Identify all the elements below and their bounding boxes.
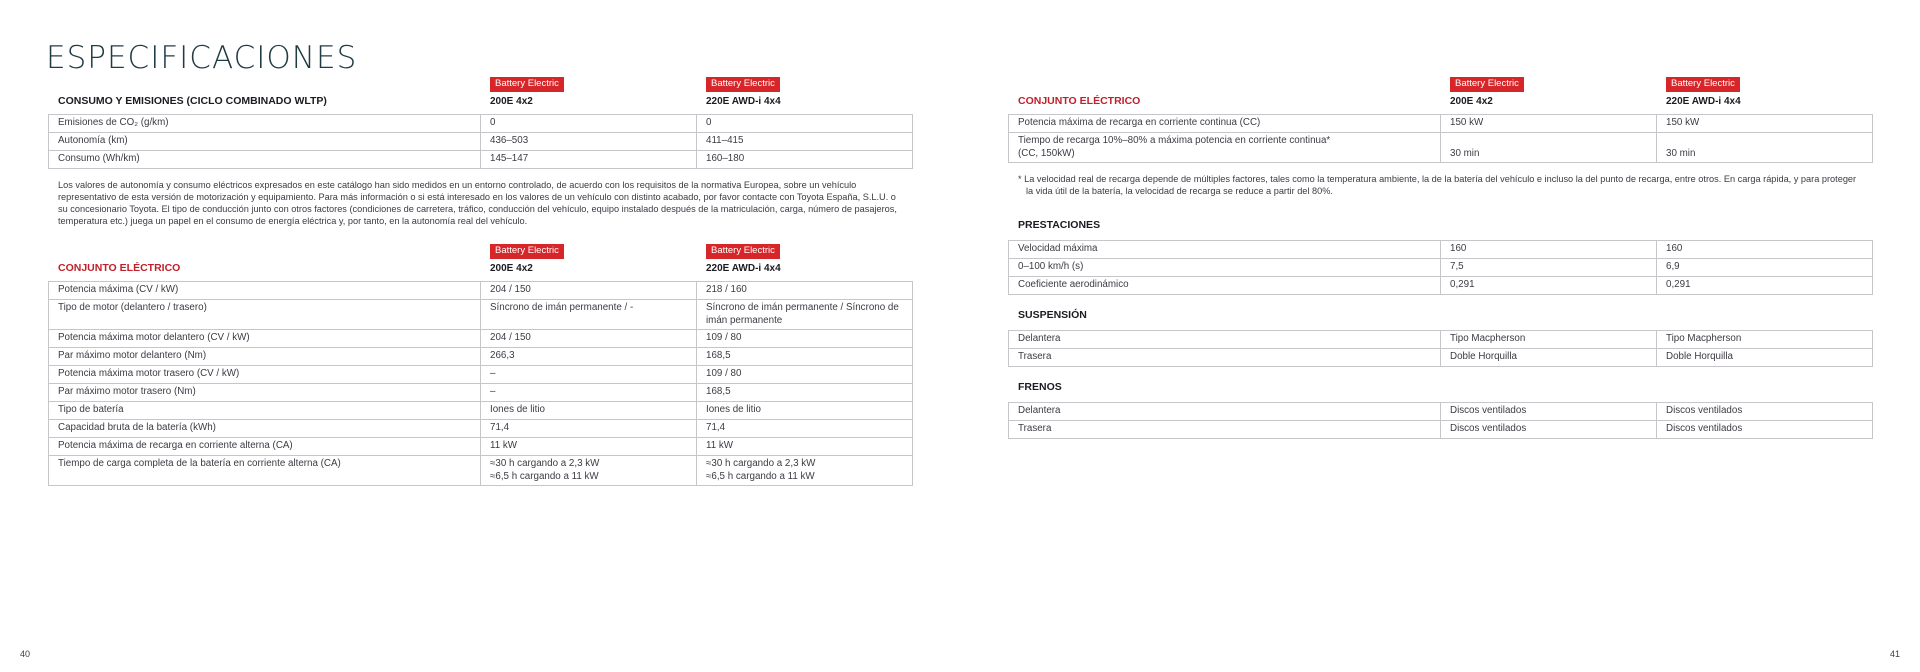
spec-value-cell: 30 min <box>1657 133 1873 163</box>
spec-value-cell: 0,291 <box>1657 277 1873 295</box>
spec-value-cell: 168,5 <box>697 384 913 402</box>
table-row <box>49 438 913 456</box>
prestaciones-table <box>1008 240 1873 295</box>
spec-label-cell: Potencia máxima motor trasero (CV / kW) <box>49 366 481 384</box>
battery-electric-badge: Battery Electric <box>1450 77 1524 92</box>
battery-electric-badge: Battery Electric <box>706 77 780 92</box>
frenos-section <box>1008 380 1872 439</box>
spec-value-cell: Doble Horquilla <box>1441 349 1657 367</box>
spec-label-cell: Delantera <box>1009 403 1441 421</box>
spec-value-cell: 204 / 150 <box>481 282 697 300</box>
suspension-title: SUSPENSIÓN <box>1018 309 1087 321</box>
table-row <box>1009 133 1873 163</box>
spec-value-cell: ≈30 h cargando a 2,3 kW ≈6,5 h cargando a 11 kW <box>697 456 913 486</box>
suspension-section <box>1008 308 1872 367</box>
spec-label-cell: Potencia máxima motor delantero (CV / kW) <box>49 330 481 348</box>
spec-value-cell: Síncrono de imán permanente / - <box>481 300 697 330</box>
spec-value-cell: 204 / 150 <box>481 330 697 348</box>
spec-label-cell: Par máximo motor delantero (Nm) <box>49 348 481 366</box>
spec-value-cell: – <box>481 384 697 402</box>
model-name: 220E AWD-i 4x4 <box>1666 96 1741 107</box>
spec-value-cell: 160–180 <box>697 151 913 169</box>
model-column-header <box>1450 73 1524 107</box>
battery-electric-badge: Battery Electric <box>490 244 564 259</box>
spec-value-cell: Discos ventilados <box>1657 421 1873 439</box>
table-row <box>49 282 913 300</box>
spec-label-cell: Tipo de motor (delantero / trasero) <box>49 300 481 330</box>
spec-label-cell: Trasera <box>1009 349 1441 367</box>
recarga-footnote-text: * La velocidad real de recarga depende de múltiples factores, tales como la temperatura ambiente, la de la batería del vehículo e incluso la del punto de recarga, entre otros. En carga rápida, y para proteger la vida útil de la batería, la velocidad de recarga se reduce a partir del 80%. <box>1018 174 1857 196</box>
spec-value-cell: 109 / 80 <box>697 330 913 348</box>
spec-value-cell: 411–415 <box>697 133 913 151</box>
consumo-section <box>48 78 912 227</box>
prestaciones-title: PRESTACIONES <box>1018 219 1101 231</box>
table-row <box>49 402 913 420</box>
spec-value-cell: 436–503 <box>481 133 697 151</box>
spec-value-cell: 71,4 <box>481 420 697 438</box>
spec-label-cell: 0–100 km/h (s) <box>1009 259 1441 277</box>
model-column-header <box>490 240 564 274</box>
table-row <box>1009 349 1873 367</box>
table-row <box>1009 403 1873 421</box>
spec-value-cell: Discos ventilados <box>1441 403 1657 421</box>
spec-label-cell: Delantera <box>1009 331 1441 349</box>
frenos-title: FRENOS <box>1018 381 1062 393</box>
model-column-header <box>706 240 781 274</box>
electrico-table-right <box>1008 114 1873 163</box>
suspension-table <box>1008 330 1873 367</box>
consumo-header <box>48 78 912 114</box>
spec-label-cell: Tipo de batería <box>49 402 481 420</box>
prestaciones-section <box>1008 218 1872 295</box>
spec-value-cell: 0 <box>481 115 697 133</box>
consumo-title: CONSUMO Y EMISIONES (CICLO COMBINADO WLTP) <box>58 95 327 107</box>
spec-value-cell: – <box>481 366 697 384</box>
electrico-table-left <box>48 281 913 486</box>
spec-value-cell: 150 kW <box>1657 115 1873 133</box>
spec-value-cell: Discos ventilados <box>1441 421 1657 439</box>
spec-value-cell: 30 min <box>1441 133 1657 163</box>
electrico-section-left <box>48 245 912 486</box>
spec-value-cell: 150 kW <box>1441 115 1657 133</box>
table-row <box>49 456 913 486</box>
spec-value-cell: 11 kW <box>697 438 913 456</box>
spec-value-cell: Iones de litio <box>697 402 913 420</box>
spec-value-cell: 145–147 <box>481 151 697 169</box>
battery-electric-badge: Battery Electric <box>1666 77 1740 92</box>
table-row <box>1009 241 1873 259</box>
table-row <box>49 420 913 438</box>
table-row <box>1009 331 1873 349</box>
table-row <box>49 151 913 169</box>
electrico-section-right <box>1008 78 1872 197</box>
spec-value-cell: Tipo Macpherson <box>1441 331 1657 349</box>
table-row <box>1009 259 1873 277</box>
spec-value-cell: 71,4 <box>697 420 913 438</box>
model-column-header <box>1666 73 1741 107</box>
spec-value-cell: 266,3 <box>481 348 697 366</box>
consumo-table <box>48 114 913 169</box>
spec-value-cell: 6,9 <box>1657 259 1873 277</box>
spec-label-cell: Autonomía (km) <box>49 133 481 151</box>
table-row <box>49 348 913 366</box>
spec-value-cell: 11 kW <box>481 438 697 456</box>
electrico-header-right <box>1008 78 1872 114</box>
table-row <box>1009 115 1873 133</box>
model-name: 220E AWD-i 4x4 <box>706 263 781 274</box>
recarga-footnote <box>1008 163 1868 197</box>
spec-value-cell: 168,5 <box>697 348 913 366</box>
spec-label-cell: Tiempo de carga completa de la batería en corriente alterna (CA) <box>49 456 481 486</box>
table-row <box>49 384 913 402</box>
spec-label-cell: Velocidad máxima <box>1009 241 1441 259</box>
spec-value-cell: Doble Horquilla <box>1657 349 1873 367</box>
table-row <box>49 330 913 348</box>
spec-label-cell: Potencia máxima de recarga en corriente continua (CC) <box>1009 115 1441 133</box>
spec-value-cell: ≈30 h cargando a 2,3 kW ≈6,5 h cargando a 11 kW <box>481 456 697 486</box>
table-row <box>49 300 913 330</box>
spec-value-cell: Discos ventilados <box>1657 403 1873 421</box>
spec-label-cell: Potencia máxima (CV / kW) <box>49 282 481 300</box>
electrico-title: CONJUNTO ELÉCTRICO <box>58 262 181 274</box>
spec-value-cell: Síncrono de imán permanente / Síncrono de imán permanente <box>697 300 913 330</box>
consumo-note: Los valores de autonomía y consumo eléctricos expresados en este catálogo han sido medidos en un entorno controlado, de acuerdo con los requisitos de la normativa Europea, sobre un vehículo representativo de esta versión de motorización y equipamiento. Para más información o si está interesado en los valores de un vehículo con distinto acabado, por favor contacte con Toyota España, S.L.U. o su concesionario Toyota. El tipo de conducción junto con otros factores (condiciones de carretera, tráfico, conducción del vehículo, equipo instalado después de la matriculación, carga, número de pasajeros, temperatura etc.) juega un papel en el consumo de energía eléctrica y, por tanto, en la autonomía real del vehículo. <box>58 180 897 226</box>
table-row <box>49 133 913 151</box>
table-row <box>49 366 913 384</box>
spec-value-cell: 0 <box>697 115 913 133</box>
spec-value-cell: Iones de litio <box>481 402 697 420</box>
model-name: 200E 4x2 <box>1450 96 1493 107</box>
battery-electric-badge: Battery Electric <box>706 244 780 259</box>
table-row <box>1009 277 1873 295</box>
spec-label-cell: Consumo (Wh/km) <box>49 151 481 169</box>
table-row <box>49 115 913 133</box>
spec-value-cell: 160 <box>1657 241 1873 259</box>
page-number-right: 41 <box>1889 649 1900 659</box>
table-row <box>1009 421 1873 439</box>
spec-value-cell: 160 <box>1441 241 1657 259</box>
spec-value-cell: Tipo Macpherson <box>1657 331 1873 349</box>
spec-label-cell: Potencia máxima de recarga en corriente alterna (CA) <box>49 438 481 456</box>
electrico-header-left <box>48 245 912 281</box>
model-column-header <box>490 73 564 107</box>
spec-value-cell: 7,5 <box>1441 259 1657 277</box>
battery-electric-badge: Battery Electric <box>490 77 564 92</box>
spec-label-cell: Capacidad bruta de la batería (kWh) <box>49 420 481 438</box>
spec-value-cell: 0,291 <box>1441 277 1657 295</box>
spec-label-cell: Tiempo de recarga 10%–80% a máxima potencia en corriente continua* (CC, 150kW) <box>1009 133 1441 163</box>
spec-label-cell: Trasera <box>1009 421 1441 439</box>
spec-label-cell: Par máximo motor trasero (Nm) <box>49 384 481 402</box>
electrico-title: CONJUNTO ELÉCTRICO <box>1018 95 1141 107</box>
model-name: 220E AWD-i 4x4 <box>706 96 781 107</box>
page-number-left: 40 <box>20 649 31 659</box>
spec-label-cell: Coeficiente aerodinámico <box>1009 277 1441 295</box>
page-title: ESPECIFICACIONES <box>46 40 358 76</box>
spec-label-cell: Emisiones de CO₂ (g/km) <box>49 115 481 133</box>
model-name: 200E 4x2 <box>490 96 533 107</box>
frenos-table <box>1008 402 1873 439</box>
model-name: 200E 4x2 <box>490 263 533 274</box>
spec-value-cell: 218 / 160 <box>697 282 913 300</box>
model-column-header <box>706 73 781 107</box>
spec-value-cell: 109 / 80 <box>697 366 913 384</box>
